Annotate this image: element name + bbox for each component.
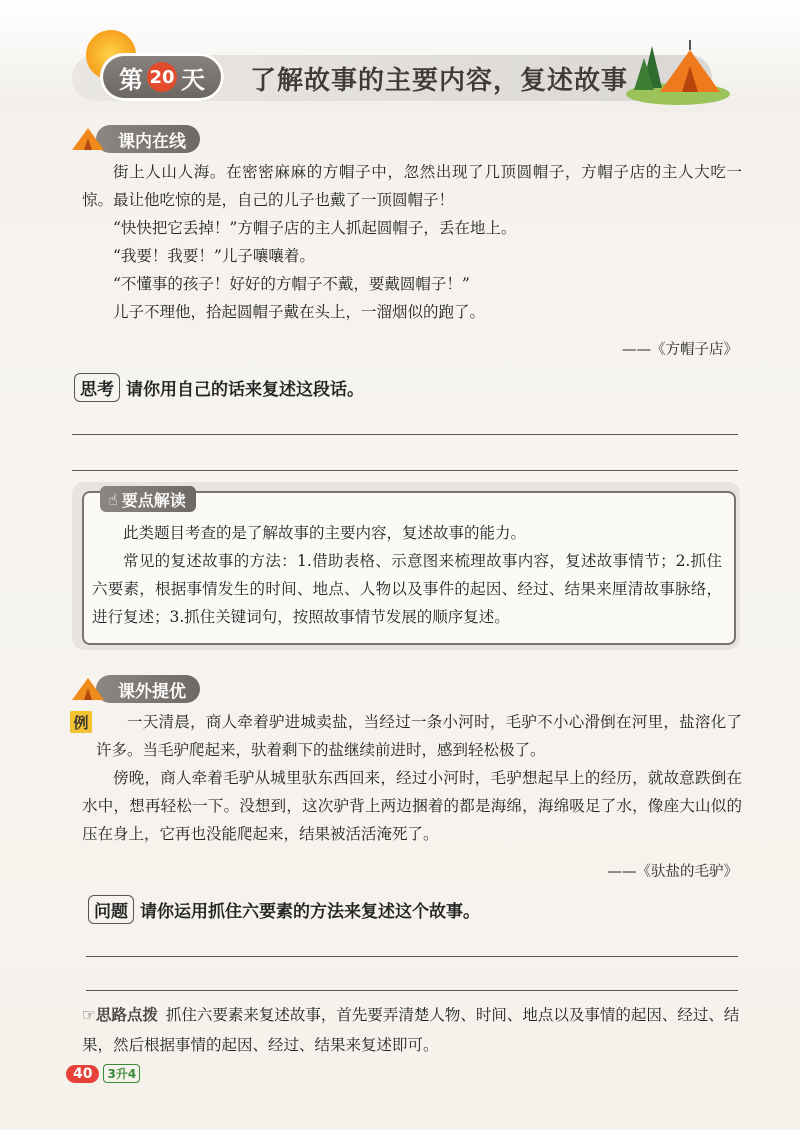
- keypoints-paragraph: 此类题目考查的是了解故事的主要内容，复述故事的能力。: [123, 524, 527, 542]
- hint-icon: ☞: [82, 1006, 96, 1024]
- answer-line[interactable]: [72, 470, 738, 471]
- question-row: [88, 895, 480, 924]
- question-tag: 问题: [88, 895, 134, 924]
- question-text: 请你运用抓住六要素的方法来复述这个故事。: [140, 902, 480, 922]
- question-row: [74, 373, 364, 402]
- answer-line[interactable]: [86, 990, 738, 991]
- section-label-extracurricular: [70, 674, 200, 704]
- story-paragraph: 儿子不理他，拾起圆帽子戴在头上，一溜烟似的跑了。: [113, 303, 486, 321]
- story-paragraph: 傍晚，商人牵着毛驴从城里驮东西回来，经过小河时，毛驴想起早上的经历，就故意跌倒在水中，想再轻松一下。没想到，这次驴背上两边捆着的都是海绵，海绵吸足了水，像座大山似的压在身上，它再也没能爬起来，结果被活活淹死了。: [82, 769, 742, 843]
- keypoints-title: 要点解读: [121, 490, 186, 510]
- answer-line[interactable]: [86, 956, 738, 957]
- story-paragraph: “我要！我要！”儿子嚷嚷着。: [113, 247, 315, 265]
- tent-icon: [70, 126, 114, 152]
- day-prefix: 第: [119, 65, 143, 94]
- page-title: 了解故事的主要内容，复述故事: [250, 66, 629, 96]
- section-label-in-class: [70, 124, 200, 154]
- page-number: 40: [66, 1065, 99, 1083]
- story-paragraph: “快快把它丢掉！”方帽子店的主人抓起圆帽子，丢在地上。: [113, 219, 517, 237]
- day-badge: [100, 53, 224, 101]
- section-title: 课外提优: [96, 675, 200, 703]
- story-paragraph: “不懂事的孩子！好好的方帽子不戴，要戴圆帽子！”: [113, 275, 470, 293]
- tent-illustration-icon: [620, 28, 730, 106]
- keypoints-paragraph: 常见的复述故事的方法：1.借助表格、示意图来梳理故事内容，复述故事情节；2.抓住六要素，根据事情发生的时间、地点、人物以及事件的起因、经过、结果来厘清故事脉络，进行复述；3.抓住关键词句，按照故事情节发展的顺序复述。: [92, 552, 722, 626]
- question-text: 请你用自己的话来复述这段话。: [126, 380, 364, 400]
- story-source: ——《驮盐的毛驴》: [607, 864, 738, 880]
- hint-block: [82, 1000, 742, 1060]
- keypoints-label: [100, 486, 196, 512]
- page-footer: [66, 1064, 140, 1083]
- day-number: 20: [147, 62, 177, 92]
- story-paragraph: 街上人山人海。在密密麻麻的方帽子中，忽然出现了几顶圆帽子，方帽子店的主人大吃一惊。最让他吃惊的是，自己的儿子也戴了一顶圆帽子！: [82, 163, 742, 209]
- question-tag: 思考: [74, 373, 120, 402]
- story-source: ——《方帽子店》: [622, 342, 738, 358]
- grade-badge: 3升4: [103, 1064, 140, 1083]
- hand-icon: ☝: [108, 489, 118, 509]
- hint-text: 抓住六要素来复述故事，首先要弄清楚人物、时间、地点以及事情的起因、经过、结果，然后根据事情的起因、经过、结果来复述即可。: [82, 1006, 740, 1054]
- hint-label: ☞思路点拨: [82, 1006, 158, 1024]
- day-suffix: 天: [181, 65, 205, 94]
- section-title: 课内在线: [96, 125, 200, 153]
- example-tag: 例: [70, 711, 92, 733]
- answer-line[interactable]: [72, 434, 738, 435]
- tent-icon: [70, 676, 114, 702]
- story-paragraph: 一天清晨，商人牵着驴进城卖盐，当经过一条小河时，毛驴不小心滑倒在河里，盐溶化了许多。当毛驴爬起来，驮着剩下的盐继续前进时，感到轻松极了。: [96, 713, 742, 759]
